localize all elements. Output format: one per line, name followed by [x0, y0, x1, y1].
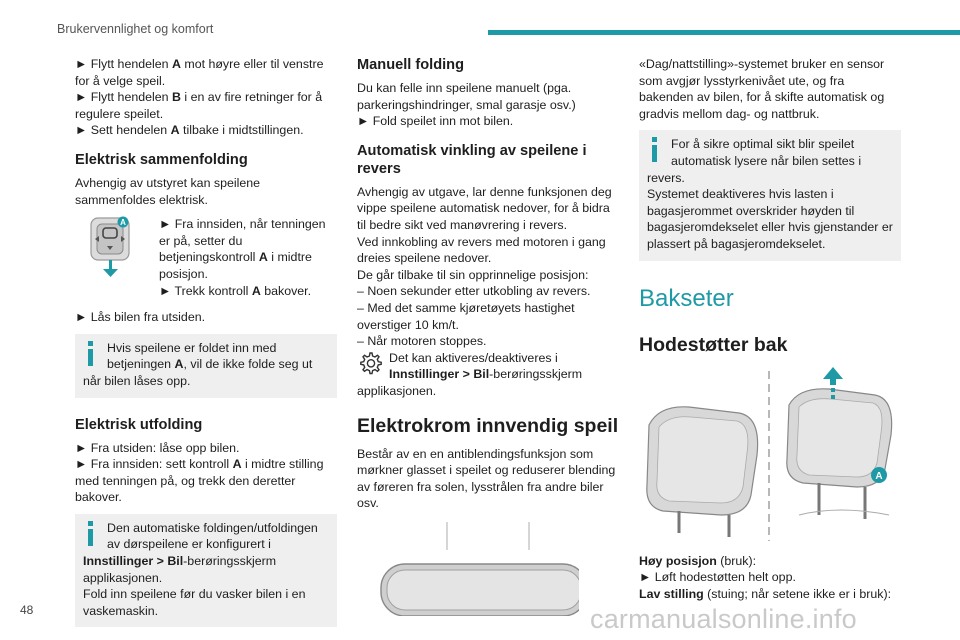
- auto-line-1: Avhengig av utgave, lar denne funksjonen deg vippe speilene automatisk nedover, for å bidra til bedre sikt ved manøvrering i revers.: [357, 184, 612, 232]
- auto-line-2: Ved innkobling av revers med motoren i gang dreies speilene nedover.: [357, 234, 606, 266]
- gear-icon: [357, 350, 383, 376]
- intro-step-3: ► Sett hendelen A tilbake i midtstillingen.: [75, 123, 304, 138]
- rearview-mirror-illustration: [379, 520, 579, 616]
- manual-heading: Manuell folding: [357, 57, 465, 73]
- auto-line-5: – Med det samme kjøretøyets hastighet overstiger 10 km/t.: [357, 300, 575, 332]
- day-night-text: «Dag/nattstilling»-systemet bruker en sensor som avgjør lysstyrkenivået ute, og fra bakenden av bilen, for å skifte automatisk og gradvis mellom dag- og nattbruk.: [639, 57, 885, 121]
- info-icon: [83, 341, 99, 365]
- rear-headrest-illustration: [639, 365, 901, 545]
- column-3: [639, 56, 901, 602]
- control-illustration-row: [75, 216, 337, 299]
- auto-line-4: – Noen sekunder etter utkobling av revers.: [357, 284, 591, 299]
- unfold-step-1: ► Fra utsiden: låse opp bilen.: [75, 440, 240, 455]
- watermark: carmanualsonline.info: [590, 604, 857, 634]
- electro-text: Består av en en antiblendingsfunksjon som mørkner glasset i speilet og reduserer blending av føreren fra solen, lysstrålen fra andre biler osv.: [357, 446, 616, 511]
- page-header-title: Brukervennlighet og komfort: [57, 22, 214, 36]
- manual-text: Du kan felle inn speilene manuelt (pga. parkeringshindringer, smal garasje osv.): [357, 81, 576, 112]
- headrest-badge: A: [875, 470, 883, 482]
- high-position-label: Høy posisjon (bruk):: [639, 553, 757, 568]
- lock-step: ► Lås bilen fra utsiden.: [75, 310, 206, 325]
- info-icon: [83, 521, 99, 545]
- headrest-heading: Hodestøtter bak: [639, 333, 788, 356]
- page-number: 48: [20, 603, 34, 617]
- high-position-step: ► Løft hodestøtten helt opp.: [639, 570, 796, 585]
- control-step-1: ► Fra innsiden, når tenningen er på, setter du betjeningskontroll A i midtre posisjon.: [159, 217, 326, 281]
- manual-step: ► Fold speilet inn mot bilen.: [357, 114, 514, 129]
- fold-heading: Elektrisk sammenfolding: [75, 151, 248, 168]
- low-position-label: Lav stilling (stuing; når setene ikke er i bruk):: [639, 586, 892, 601]
- unfold-heading: Elektrisk utfolding: [75, 416, 203, 433]
- auto-line-6: – Når motoren stoppes.: [357, 334, 487, 349]
- info-note-auto-fold: Den automatiske foldingen/utfoldingen av dørspeilene er konfigurert i Innstillinger > Bil-berøringsskjerm applikasjonen. Fold inn speilene før du vasker bilen i en vaskemaskin.: [75, 514, 337, 628]
- fold-text: Avhengig av utstyret kan speilene sammenfoldes elektrisk.: [75, 175, 261, 207]
- info-note-reverse: For å sikre optimal sikt blir speilet automatisk lysere når bilen settes i revers. Systemet deaktiveres hvis lasten i bagasjerommet overskrider høyden til bagasjeromdekselet eller hvis gjenstander er plassert på bagasjeromdekselet.: [639, 130, 901, 260]
- header-accent-bar: [488, 30, 960, 35]
- settings-note: Det kan aktiveres/deaktiveres i Innstillinger > Bil-berøringsskjerm applikasjonen.: [357, 350, 583, 398]
- bakseter-heading: Bakseter: [639, 284, 734, 312]
- unfold-step-2: ► Fra innsiden: sett kontroll A i midtre stilling med tenningen på, og trekk den deretter bakover.: [75, 457, 324, 505]
- auto-line-3: De går tilbake til sin opprinnelige posisjon:: [357, 267, 589, 282]
- auto-heading: Automatisk vinkling av speilene i revers: [357, 142, 587, 177]
- column-2: [357, 56, 619, 616]
- mirror-control-icon: [87, 216, 159, 282]
- intro-step-1: ► Flytt hendelen A mot høyre eller til venstre for å velge speil.: [75, 57, 324, 88]
- column-1: [75, 56, 337, 639]
- control-badge: A: [120, 218, 126, 228]
- info-icon: [647, 137, 663, 161]
- info-note-fold: Hvis speilene er foldet inn med betjeningen A, vil de ikke folde seg ut når bilen låses opp.: [75, 334, 337, 398]
- electro-heading: Elektrokrom innvendig speil: [357, 414, 619, 437]
- control-step-2: ► Trekk kontroll A bakover.: [159, 283, 312, 298]
- intro-step-2: ► Flytt hendelen B i en av fire retninger for å regulere speilet.: [75, 90, 323, 121]
